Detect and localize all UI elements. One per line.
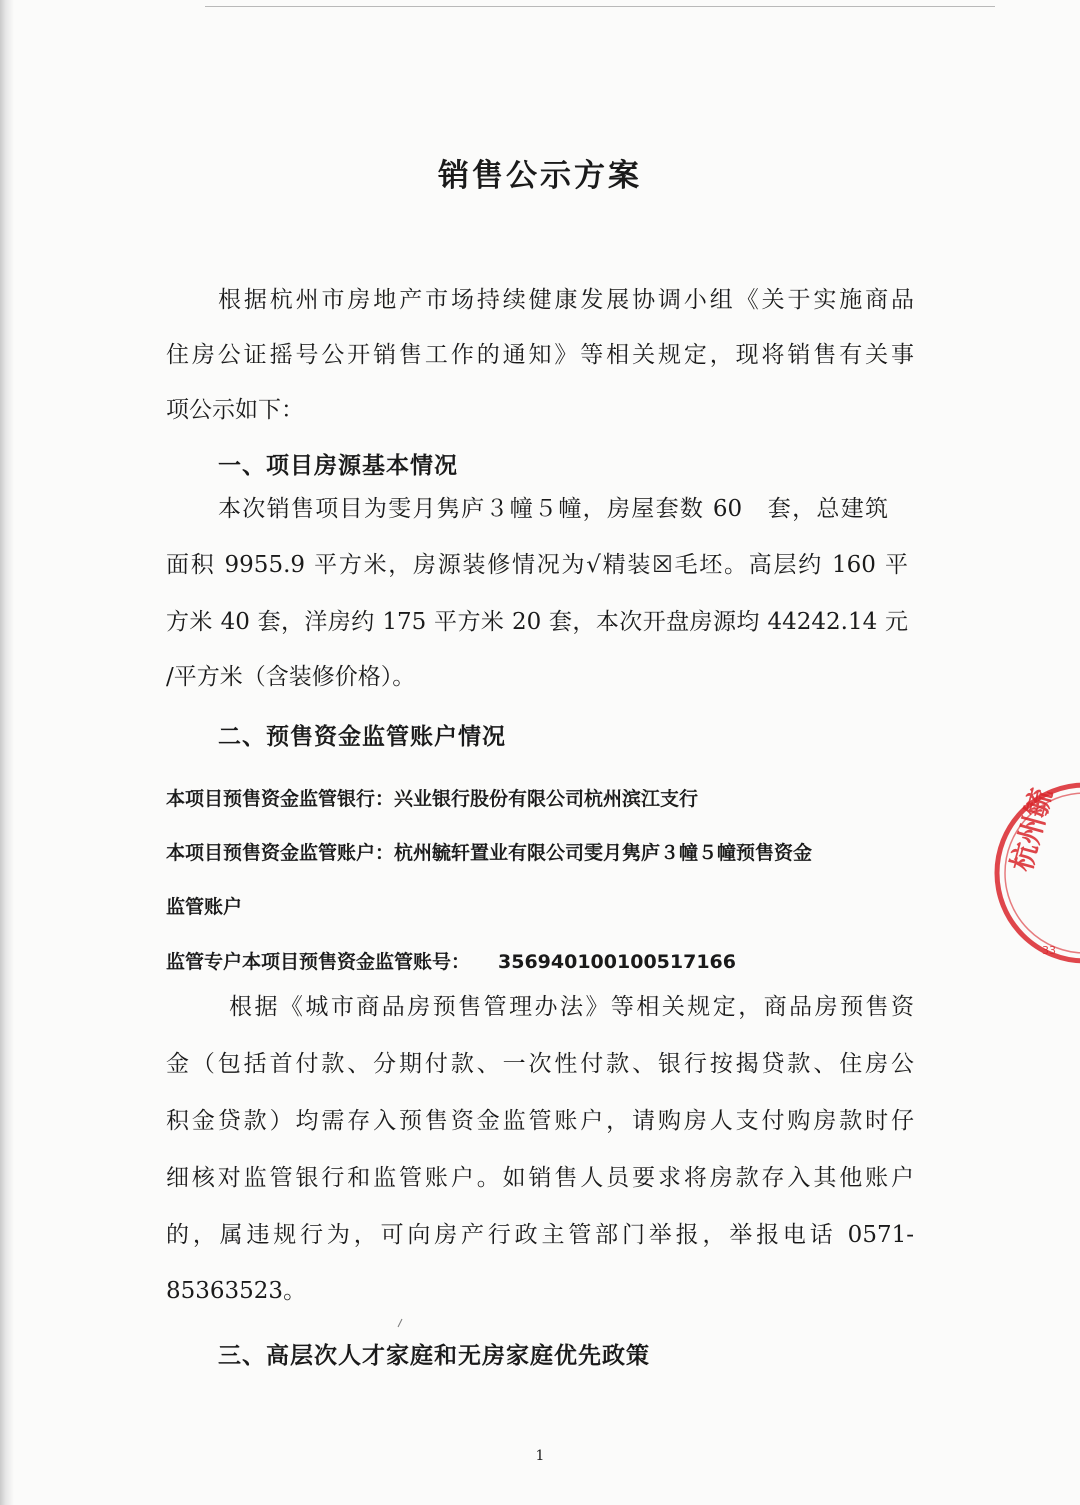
section2-body-line-1: 根据《城市商品房预售管理办法》等相关规定，商品房预售资 [229,994,914,1020]
section2-body-line-3: 积金贷款）均需存入预售资金监管账户，请购房人支付购房款时仔 [166,1108,914,1134]
account-number: 356940100100517166 [498,951,736,973]
account-number-label: 监管专户本项目预售资金监管账号： [166,951,471,973]
section2-body-line-2: 金（包括首付款、分期付款、一次性付款、银行按揭贷款、住房公 [166,1051,914,1077]
section2-heading: 二、预售资金监管账户情况 [218,724,506,750]
intro-line-3: 项公示如下： [166,397,304,423]
scan-edge [0,0,14,1505]
section2-body-line-6: 85363523。 [166,1278,307,1304]
section1-line-2: 面积 9955.9 平方米，房源装修情况为√精装☒毛坯。高层约 160 平 [166,552,908,578]
section3-heading: 三、高层次人才家庭和无房家庭优先政策 [218,1343,650,1369]
supervision-bank-line: 本项目预售资金监管银行：兴业银行股份有限公司杭州滨江支行 [166,788,699,810]
intro-line-2: 住房公证摇号公开销售工作的通知》等相关规定，现将销售有关事 [166,342,914,368]
section2-body-line-5: 的，属违规行为，可向房产行政主管部门举报，举报电话 0571- [166,1222,914,1248]
supervision-account-number-line [166,947,736,974]
section1-heading: 一、项目房源基本情况 [218,453,458,479]
supervision-account-line: 本项目预售资金监管账户：杭州毓轩置业有限公司雯月隽庐３幢５幢预售资金 [166,842,813,864]
section1-line-3: 方米 40 套，洋房约 175 平方米 20 套，本次开盘房源均 44242.14 元 [166,609,908,635]
supervision-account-line-cont: 监管账户 [166,896,243,918]
document-title: 销售公示方案 [438,158,642,194]
pen-mark [396,1318,404,1328]
svg-text:33: 33 [1042,944,1056,957]
section1-line-4: /平方米（含装修价格）。 [166,664,416,690]
page-number: 1 [535,1448,545,1464]
section1-line-1: 本次销售项目为雯月隽庐３幢５幢，房屋套数 60 套，总建筑 [218,496,888,522]
section2-body-line-4: 细核对监管银行和监管账户。如销售人员要求将房款存入其他账户 [166,1165,914,1191]
top-border-line [205,0,995,7]
svg-text:杭州毓: 杭州毓 [1004,785,1059,875]
intro-line-1: 根据杭州市房地产市场持续健康发展协调小组《关于实施商品 [218,287,914,313]
company-seal-stamp [990,778,1080,968]
